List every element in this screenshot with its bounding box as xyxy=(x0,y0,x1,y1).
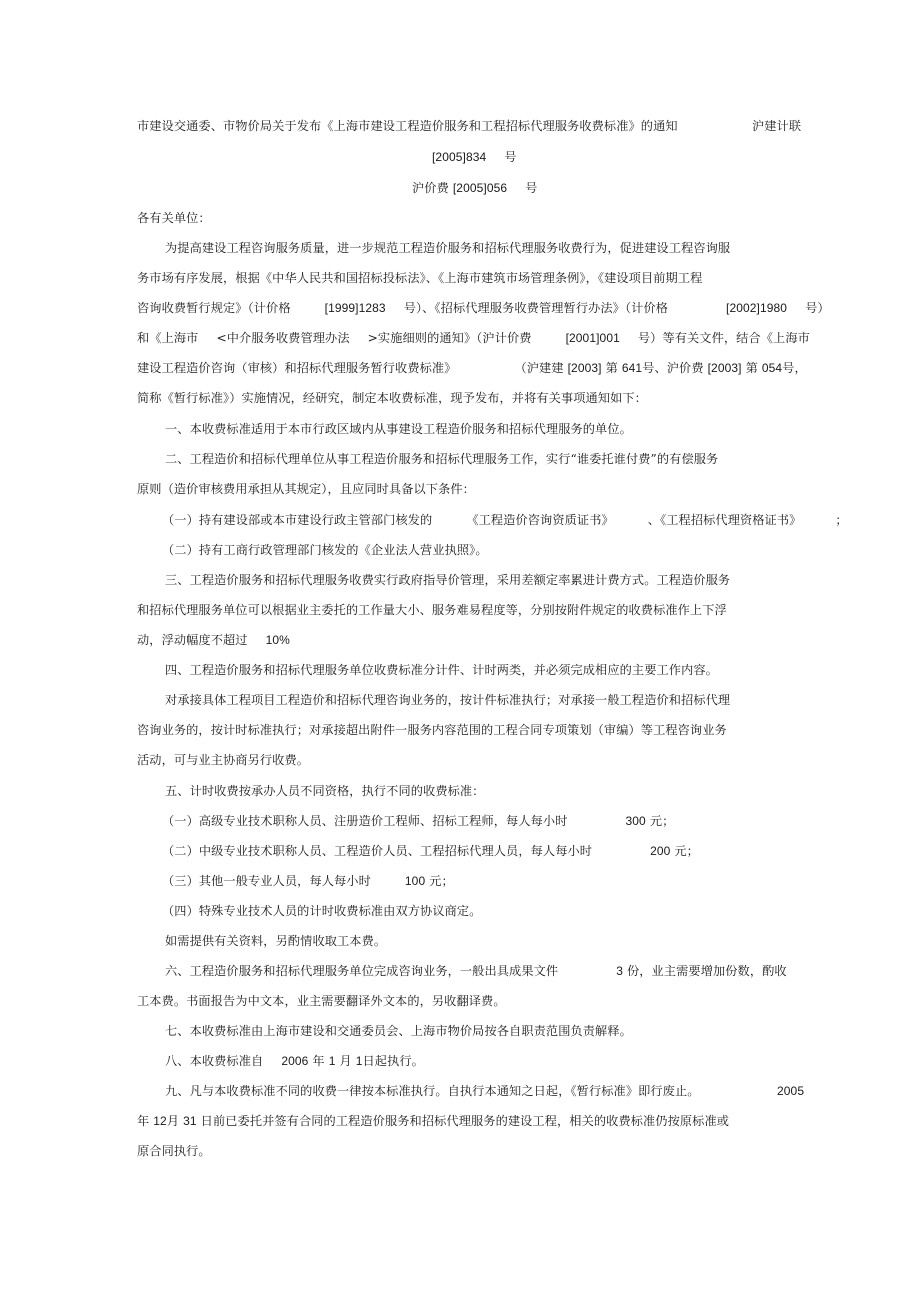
text-span: 元； xyxy=(649,814,675,828)
ref-number: 641 xyxy=(621,361,643,375)
text-span: 号）等有关文件，结合《上海市 xyxy=(637,331,810,345)
date-month: 1 xyxy=(328,1054,336,1068)
salutation: 各有关单位： xyxy=(137,211,211,225)
text-span: 《工程造价咨询资质证书》 xyxy=(466,513,614,527)
section-6-line-2: 工本费。书面报告为中文本，业主需要翻译外文本的，另收翻译费。 xyxy=(137,994,506,1008)
ref-number: [2002]1980 xyxy=(726,301,788,315)
text-span: <中介服务收费管理办法 xyxy=(216,331,350,345)
text-span: （二）中级专业技术职称人员、工程造价人员、工程招标代理人员，每人每小时 xyxy=(162,844,593,858)
copies-value: 3 xyxy=(616,964,623,978)
doc-number-prefix-text: 沪价费 xyxy=(412,181,449,195)
ref-number: [2003] xyxy=(707,361,742,375)
text-span: 第 xyxy=(745,361,758,375)
section-9-line-2 xyxy=(137,1113,729,1129)
intro-line-3 xyxy=(137,300,830,316)
text-span: 号， xyxy=(782,361,807,375)
text-span: 、《工程招标代理资格证书》 xyxy=(647,513,802,527)
text-span: >实施细则的通知》（沪计价费 xyxy=(367,331,532,345)
text-span: 号、沪价费 xyxy=(642,361,704,375)
intro-line-2: 务市场有序发展，根据《中华人民共和国招标投标法》、《上海市建筑市场管理条例》，《建设项目前期工程 xyxy=(137,271,703,285)
text-span: （沪建建 xyxy=(514,361,564,375)
text-span: 年 xyxy=(137,1114,150,1128)
section-4-line-4: 活动，可与业主协商另行收费。 xyxy=(137,753,310,767)
section-5-rate-2 xyxy=(162,843,699,859)
intro-line-6: 简称《暂行标准》）实施情况，经研究，制定本收费标准，现予发布，并将有关事项通知如下： xyxy=(137,391,647,405)
section-5-rate-4: （四）特殊专业技术人员的计时收费标准由双方协议商定。 xyxy=(162,904,482,918)
intro-line-5 xyxy=(137,360,807,376)
section-5-rate-1 xyxy=(162,813,674,829)
section-8 xyxy=(165,1053,424,1069)
section-3-line-2: 和招标代理服务单位可以根据业主委托的工作量大小、服务难易程度等，分别按附件规定的收费标准作上下浮 xyxy=(137,603,727,617)
text-span: 六、工程造价服务和招标代理服务单位完成咨询业务，一般出具成果文件 xyxy=(165,964,559,978)
title-text: 市建设交通委、市物价局关于发布《上海市建设工程造价服务和工程招标代理服务收费标准》的通知 xyxy=(137,119,678,133)
doc-number-prefix xyxy=(752,118,801,134)
ref-number: [1999]1283 xyxy=(324,301,386,315)
section-7: 七、本收费标准由上海市建设和交通委员会、上海市物价局按各自职责范围负责解释。 xyxy=(165,1024,632,1038)
text-span: 元； xyxy=(429,874,454,888)
section-4-line-1: 四、工程造价服务和招标代理服务单位收费标准分计件、计时两类，并必须完成相应的主要工作内容。 xyxy=(165,663,718,677)
ref-number: [2001]001 xyxy=(565,331,620,345)
notice-title xyxy=(137,118,678,134)
text-span: 号）、《招标代理服务收费管理暂行办法》（计价格 xyxy=(403,301,669,315)
rate-value: 300 xyxy=(625,814,646,828)
section-5-rate-3 xyxy=(162,873,454,889)
date-day: 1 xyxy=(355,1054,363,1068)
section-9-line-3: 原合同执行。 xyxy=(137,1144,211,1158)
section-2-condition-2: （二）持有工商行政管理部门核发的《企业法人营业执照》。 xyxy=(162,543,488,557)
section-2-line-1: 二、工程造价和招标代理单位从事工程造价服务和招标代理服务工作，实行“谁委托谁付费”的有偿服务 xyxy=(165,452,719,466)
date-day: 31 xyxy=(183,1114,197,1128)
rate-value: 200 xyxy=(650,844,671,858)
text-span: （三）其他一般专业人员，每人每小时 xyxy=(162,874,371,888)
date-year: 2006 xyxy=(281,1054,309,1068)
text-span: 八、本收费标准自 xyxy=(165,1054,264,1068)
doc-number-suffix: 号 xyxy=(525,181,538,195)
section-6-line-1 xyxy=(165,963,787,979)
intro-line-1: 为提高建设工程咨询服务质量，进一步规范工程造价服务和招标代理服务收费行为，促进建设工程咨询服 xyxy=(165,241,731,255)
text-span: 月 xyxy=(166,1114,180,1128)
doc-number-1 xyxy=(432,149,517,165)
section-4-line-2: 对承接具体工程项目工程造价和招标代理咨询业务的，按计件标准执行；对承接一般工程造价和招标代理 xyxy=(165,693,731,707)
percent-value: 10% xyxy=(265,633,290,647)
ref-number: 054 xyxy=(761,361,783,375)
text-span: 日前已委托并签有合同的工程造价服务和招标代理服务的建设工程，相关的收费标准仍按原标准或 xyxy=(200,1114,730,1128)
doc-number-value: [2005]834 xyxy=(432,150,487,164)
text-span: （一）高级专业技术职称人员、注册造价工程师、招标工程师，每人每小时 xyxy=(162,814,568,828)
text-span: 年 xyxy=(312,1054,325,1068)
text-span: 和《上海市 xyxy=(137,331,199,345)
text-span: 咨询收费暂行规定》（计价格 xyxy=(137,301,291,315)
text-span: 日起执行。 xyxy=(362,1054,424,1068)
section-1: 一、本收费标准适用于本市行政区域内从事建设工程造价服务和招标代理服务的单位。 xyxy=(165,422,632,436)
section-3-line-1: 三、工程造价服务和招标代理服务收费实行政府指导价管理，采用差额定率累进计费方式。工程造价服务 xyxy=(165,573,731,587)
section-2-condition-1 xyxy=(162,512,848,528)
section-9-year: 2005 xyxy=(777,1084,805,1098)
ref-number: [2003] xyxy=(567,361,602,375)
section-5-note: 如需提供有关资料，另酌情收取工本费。 xyxy=(165,934,387,948)
text-span: ； xyxy=(835,513,848,527)
doc-number-suffix: 号 xyxy=(504,150,517,164)
text-span: 号） xyxy=(805,301,830,315)
text-span: 元； xyxy=(674,844,699,858)
text-span: 建设工程造价咨询（审核）和招标代理服务暂行收费标准》 xyxy=(137,361,457,375)
doc-number-value: [2005]056 xyxy=(452,181,508,195)
section-9-line-1: 九、凡与本收费标准不同的收费一律按本标准执行。自执行本通知之日起，《暂行标准》即行废止。 xyxy=(165,1084,700,1098)
section-3-line-3 xyxy=(137,632,290,648)
section-5-line-1: 五、计时收费按承办人员不同资格，执行不同的收费标准： xyxy=(165,784,485,798)
section-2-line-2: 原则（造价审核费用承担从其规定），且应同时具备以下条件： xyxy=(137,482,475,496)
text-span: 第 xyxy=(605,361,618,375)
text-span: 份，业主需要增加份数，酌收 xyxy=(626,964,787,978)
intro-line-4 xyxy=(137,330,810,346)
doc-prefix-text: 沪建计联 xyxy=(752,119,802,133)
date-month: 12 xyxy=(153,1114,167,1128)
text-span: （一）持有建设部或本市建设行政主管部门核发的 xyxy=(162,513,433,527)
text-span: 动，浮动幅度不超过 xyxy=(137,633,248,647)
section-4-line-3: 咨询业务的，按计时标准执行；对承接超出附件一服务内容范围的工程合同专项策划（审编）等工程咨询业务 xyxy=(137,723,727,737)
doc-number-2 xyxy=(412,180,537,196)
rate-value: 100 xyxy=(404,874,426,888)
text-span: 月 xyxy=(339,1054,352,1068)
